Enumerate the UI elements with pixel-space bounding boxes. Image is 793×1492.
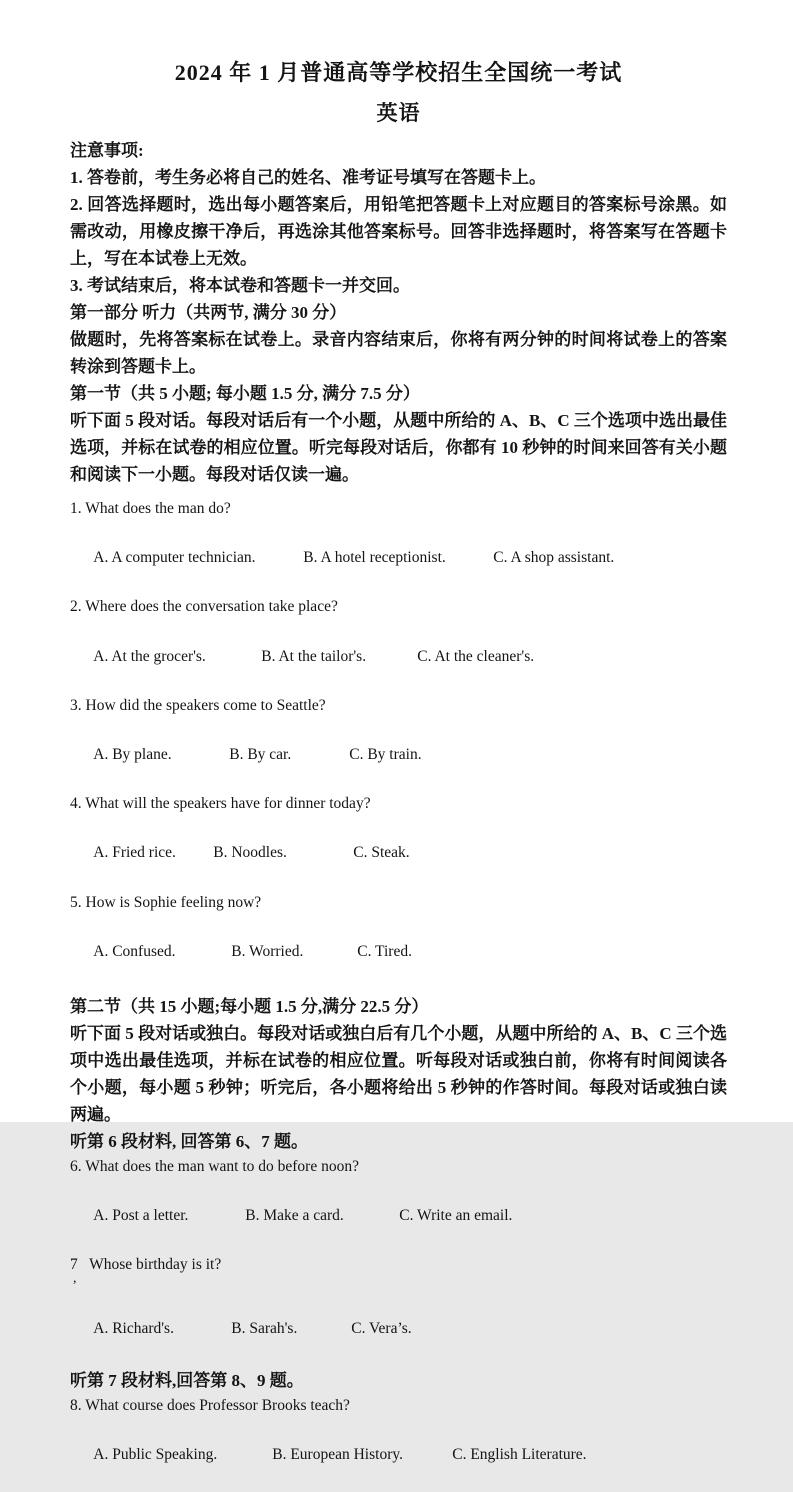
question-7-option-c: C. Vera’s. — [351, 1320, 412, 1338]
question-7-option-a: A. Richard's. — [93, 1320, 174, 1338]
question-1 — [70, 497, 727, 595]
question-5-option-b: B. Worried. — [231, 942, 304, 960]
notice-heading: 注意事项: — [70, 141, 144, 160]
question-6-option-b: B. Make a card. — [245, 1207, 344, 1225]
question-8-option-c: C. English Literature. — [452, 1445, 587, 1463]
question-1-option-c: C. A shop assistant. — [493, 549, 615, 567]
question-7 — [70, 1253, 727, 1366]
part1-heading: 第一部分 听力（共两节, 满分 30 分） — [70, 303, 347, 322]
question-6 — [70, 1155, 727, 1253]
question-1-stem: 1. What does the man do? — [70, 500, 231, 517]
question-3-options — [70, 718, 727, 792]
question-5-option-c: C. Tired. — [357, 942, 412, 960]
question-8-options — [70, 1418, 727, 1492]
question-4-options — [70, 817, 727, 891]
section2-instructions: 听下面 5 段对话或独白。每段对话或独白后有几个小题，从题中所给的 A、B、C 三个选项中选出最佳选项，并标在试卷的相应位置。听每段对话或独白前，你将有时间阅读各个小题，每小题 5 秒钟；听完后，各小题将给出 5 秒钟的作答时间。每段对话或独白读两遍。 — [70, 1023, 727, 1124]
question-2-option-b: B. At the tailor's. — [261, 647, 367, 665]
section1-instructions: 听下面 5 段对话。每段对话后有一个小题，从题中所给的 A、B、C 三个选项中选出最佳选项，并标在试卷的相应位置。听完每段对话后，你都有 10 秒钟的时间来回答有关小题和阅读下一小题。每段对话仅读一遍。 — [70, 411, 727, 484]
question-4-option-c: C. Steak. — [353, 844, 410, 862]
question-6-stem: 6. What does the man want to do before noon? — [70, 1157, 359, 1175]
notice-item-1: 1. 答卷前，考生务必将自己的姓名、准考证号填写在答题卡上。 — [70, 168, 546, 187]
question-8-stem: 8. What course does Professor Brooks teach? — [70, 1396, 350, 1414]
question-1-options — [70, 522, 727, 596]
question-6-option-a: A. Post a letter. — [93, 1207, 189, 1225]
question-2-option-c: C. At the cleaner's. — [417, 647, 535, 665]
section1-heading: 第一节（共 5 小题; 每小题 1.5 分, 满分 7.5 分） — [70, 384, 420, 403]
question-7-stem — [70, 1253, 727, 1287]
question-7-option-b: B. Sarah's. — [231, 1320, 298, 1338]
question-5 — [70, 891, 727, 989]
question-2-option-a: A. At the grocer's. — [93, 647, 206, 665]
question-5-options — [70, 915, 727, 989]
question-7-options — [70, 1293, 727, 1367]
question-2 — [70, 595, 727, 693]
question-8 — [70, 1394, 727, 1492]
page-subtitle: 英语 — [376, 101, 421, 125]
question-4-option-b: B. Noodles. — [213, 844, 287, 862]
question-3-option-c: C. By train. — [349, 745, 422, 763]
question-2-options — [70, 620, 727, 694]
question-6-options — [70, 1179, 727, 1253]
question-2-stem: 2. Where does the conversation take place? — [70, 598, 338, 616]
question-4-stem: 4. What will the speakers have for dinner today? — [70, 795, 371, 813]
question-4 — [70, 792, 727, 890]
question-3-option-b: B. By car. — [229, 745, 292, 763]
question-8-option-b: B. European History. — [272, 1445, 403, 1463]
question-5-option-a: A. Confused. — [93, 942, 176, 960]
stray-comma-mark: , — [73, 1271, 77, 1287]
page-title: 2024 年 1 月普通高等学校招生全国统一考试 — [174, 60, 623, 85]
material-7-heading: 听第 7 段材料,回答第 8、9 题。 — [70, 1370, 304, 1390]
section2-heading: 第二节（共 15 小题;每小题 1.5 分,满分 22.5 分） — [70, 996, 429, 1016]
question-6-option-c: C. Write an email. — [399, 1207, 513, 1225]
notice-item-3: 3. 考试结束后，将本试卷和答题卡一并交回。 — [70, 276, 410, 295]
question-5-stem: 5. How is Sophie feeling now? — [70, 893, 262, 911]
notice-item-2: 2. 回答选择题时，选出每小题答案后，用铅笔把答题卡上对应题目的答案标号涂黑。如需改动，用橡皮擦干净后，再选涂其他答案标号。回答非选择题时，将答案写在答题卡上，写在本试卷上无效。 — [70, 195, 727, 268]
question-1-option-a: A. A computer technician. — [93, 549, 256, 567]
question-3-option-a: A. By plane. — [93, 745, 172, 763]
material-6-heading: 听第 6 段材料, 回答第 6、7 题。 — [70, 1131, 308, 1151]
question-3-stem: 3. How did the speakers come to Seattle? — [70, 696, 326, 714]
question-1-option-b: B. A hotel receptionist. — [303, 549, 446, 567]
question-4-option-a: A. Fried rice. — [93, 844, 176, 862]
question-3 — [70, 694, 727, 792]
question-7-stem-text: 7 Whose birthday is it? — [70, 1256, 222, 1274]
part1-intro: 做题时，先将答案标在试卷上。录音内容结束后，你将有两分钟的时间将试卷上的答案转涂到答题卡上。 — [70, 330, 727, 376]
question-8-option-a: A. Public Speaking. — [93, 1445, 218, 1463]
